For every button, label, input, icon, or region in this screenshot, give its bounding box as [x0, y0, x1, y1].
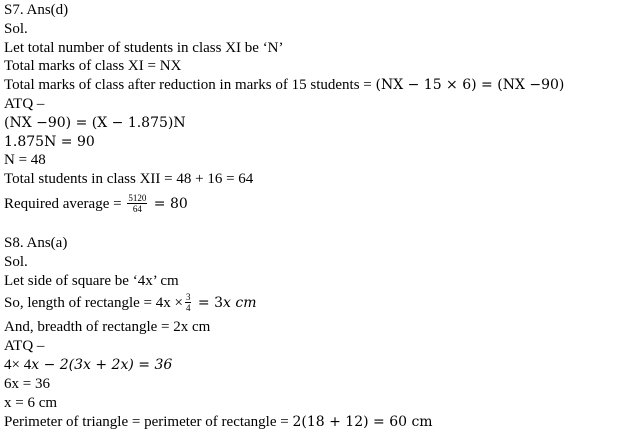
s8-line-8-math: 2(18 + 12) = 60 cm	[292, 414, 433, 430]
s8-line-2-italic: x cm	[223, 295, 257, 311]
s7-line-7: N = 48	[4, 152, 46, 168]
s7-line-3-math: (NX − 15 × 6) = (NX −90)	[375, 77, 565, 93]
s8-line-8-text: Perimeter of triangle = perimeter of rectangle =	[4, 414, 293, 430]
s8-line-7: x = 6 cm	[4, 395, 58, 411]
s8-line-8	[4, 413, 433, 431]
s7-line-9-text: Required average =	[4, 196, 126, 212]
s8-line-1: Let side of square be ‘4x’ cm	[4, 273, 179, 289]
s8-line-5	[4, 356, 172, 374]
s8-length-fraction	[185, 292, 192, 313]
fraction-denominator: 4	[185, 303, 191, 314]
s7-line-9-result: = 80	[149, 196, 188, 212]
s8-heading: S8. Ans(a)	[4, 235, 68, 251]
s8-line-2-text: So, length of rectangle = 4x ×	[4, 295, 183, 311]
s7-line-9	[4, 193, 188, 215]
s8-line-2-eq: = 3	[193, 295, 224, 311]
s7-line-3	[4, 76, 564, 94]
s7-line-2: Total marks of class XI = NX	[4, 58, 182, 74]
s7-heading: S7. Ans(d)	[4, 2, 69, 18]
s7-line-8: Total students in class XII = 48 + 16 = 64	[4, 171, 254, 187]
s8-line-5-italic: x − 2(3x + 2x) = 36	[31, 357, 173, 373]
fraction-numerator: 3	[185, 292, 191, 303]
fraction-numerator: 5120	[128, 193, 147, 204]
s7-atq-label: ATQ –	[4, 96, 45, 112]
s8-line-2	[4, 292, 256, 314]
s7-line-5: (NX −90) = (X − 1.875)N	[4, 115, 186, 131]
s8-line-3: And, breadth of rectangle = 2x cm	[4, 319, 211, 335]
s8-line-6: 6x = 36	[4, 376, 50, 392]
s7-line-6: 1.875N = 90	[4, 134, 95, 150]
s8-line-5-prefix: 4× 4	[4, 357, 32, 373]
s8-sol-label: Sol.	[4, 254, 28, 270]
s7-sol-label: Sol.	[4, 21, 28, 37]
s7-line-1: Let total number of students in class XI be ‘N’	[4, 40, 284, 56]
s7-line-3-text: Total marks of class after reduction in marks of 15 students =	[4, 77, 376, 93]
s8-atq-label: ATQ –	[4, 338, 45, 354]
s7-average-fraction	[127, 193, 147, 214]
fraction-denominator: 64	[132, 204, 142, 215]
